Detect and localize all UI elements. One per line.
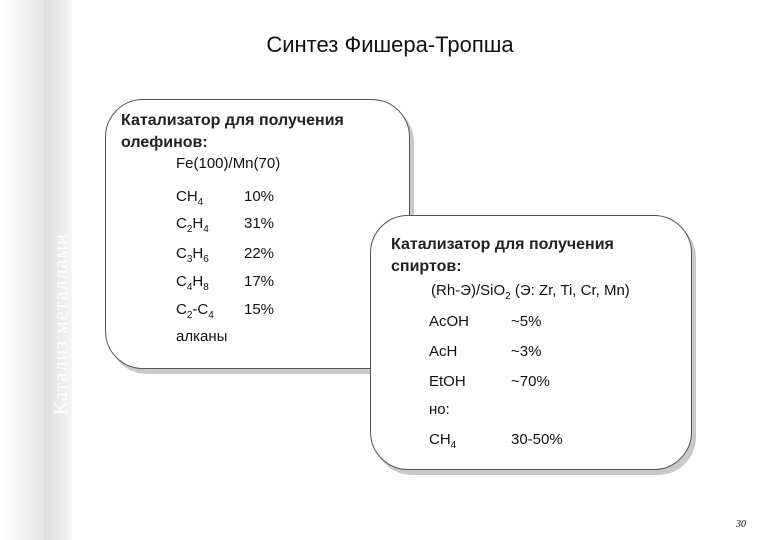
page-number: 30 (736, 519, 746, 530)
olefins-formula-c2-c4: $C_2-C_4$ (176, 301, 214, 321)
olefins-alkanes-label: алканы (176, 328, 228, 345)
side-strip (0, 0, 44, 540)
olefins-value: 17% (244, 273, 275, 290)
olefins-formula-ch4: $CH_4$ (176, 188, 204, 208)
alcohols-formula-ch4: $CH_4$ (429, 431, 457, 451)
olefins-heading: Катализатор для получения олефинов: (121, 112, 344, 151)
alcohols-formula: EtOH (429, 373, 466, 390)
olefins-value: 15% (244, 301, 275, 318)
olefins-formula-c3h6: $C_3H_6$ (176, 245, 209, 265)
slide-title: Синтез Фишера-Тропша (266, 32, 514, 57)
olefins-formula-c4h8: $C_4H_8$ (176, 273, 209, 293)
olefins-value: 22% (244, 245, 275, 262)
alcohols-heading: Катализатор для получения спиртов: (391, 236, 614, 275)
alcohols-value: ~3% (511, 343, 542, 360)
olefins-value: 31% (244, 215, 275, 232)
alcohols-value: ~5% (511, 313, 542, 330)
alcohols-formula: AcOH (429, 313, 470, 330)
alcohols-value: ~70% (511, 373, 550, 390)
olefins-catalyst: Fe(100)/Mn(70) (176, 155, 281, 172)
olefins-formula-c2h4: $C_2H_4$ (176, 215, 209, 235)
alcohols-note: но: (429, 401, 450, 418)
alcohols-catalyst-box (370, 215, 692, 470)
alcohols-catalyst: (Rh-Э)/SiO$_2$ (Э: Zr, Ti, Cr, Mn) (431, 282, 630, 302)
alcohols-formula: AcH (429, 343, 458, 360)
alcohols-value: 30-50% (511, 431, 563, 448)
olefins-catalyst-box (105, 99, 410, 369)
olefins-value: 10% (244, 188, 275, 205)
side-title: Катализ металлами (50, 233, 72, 415)
